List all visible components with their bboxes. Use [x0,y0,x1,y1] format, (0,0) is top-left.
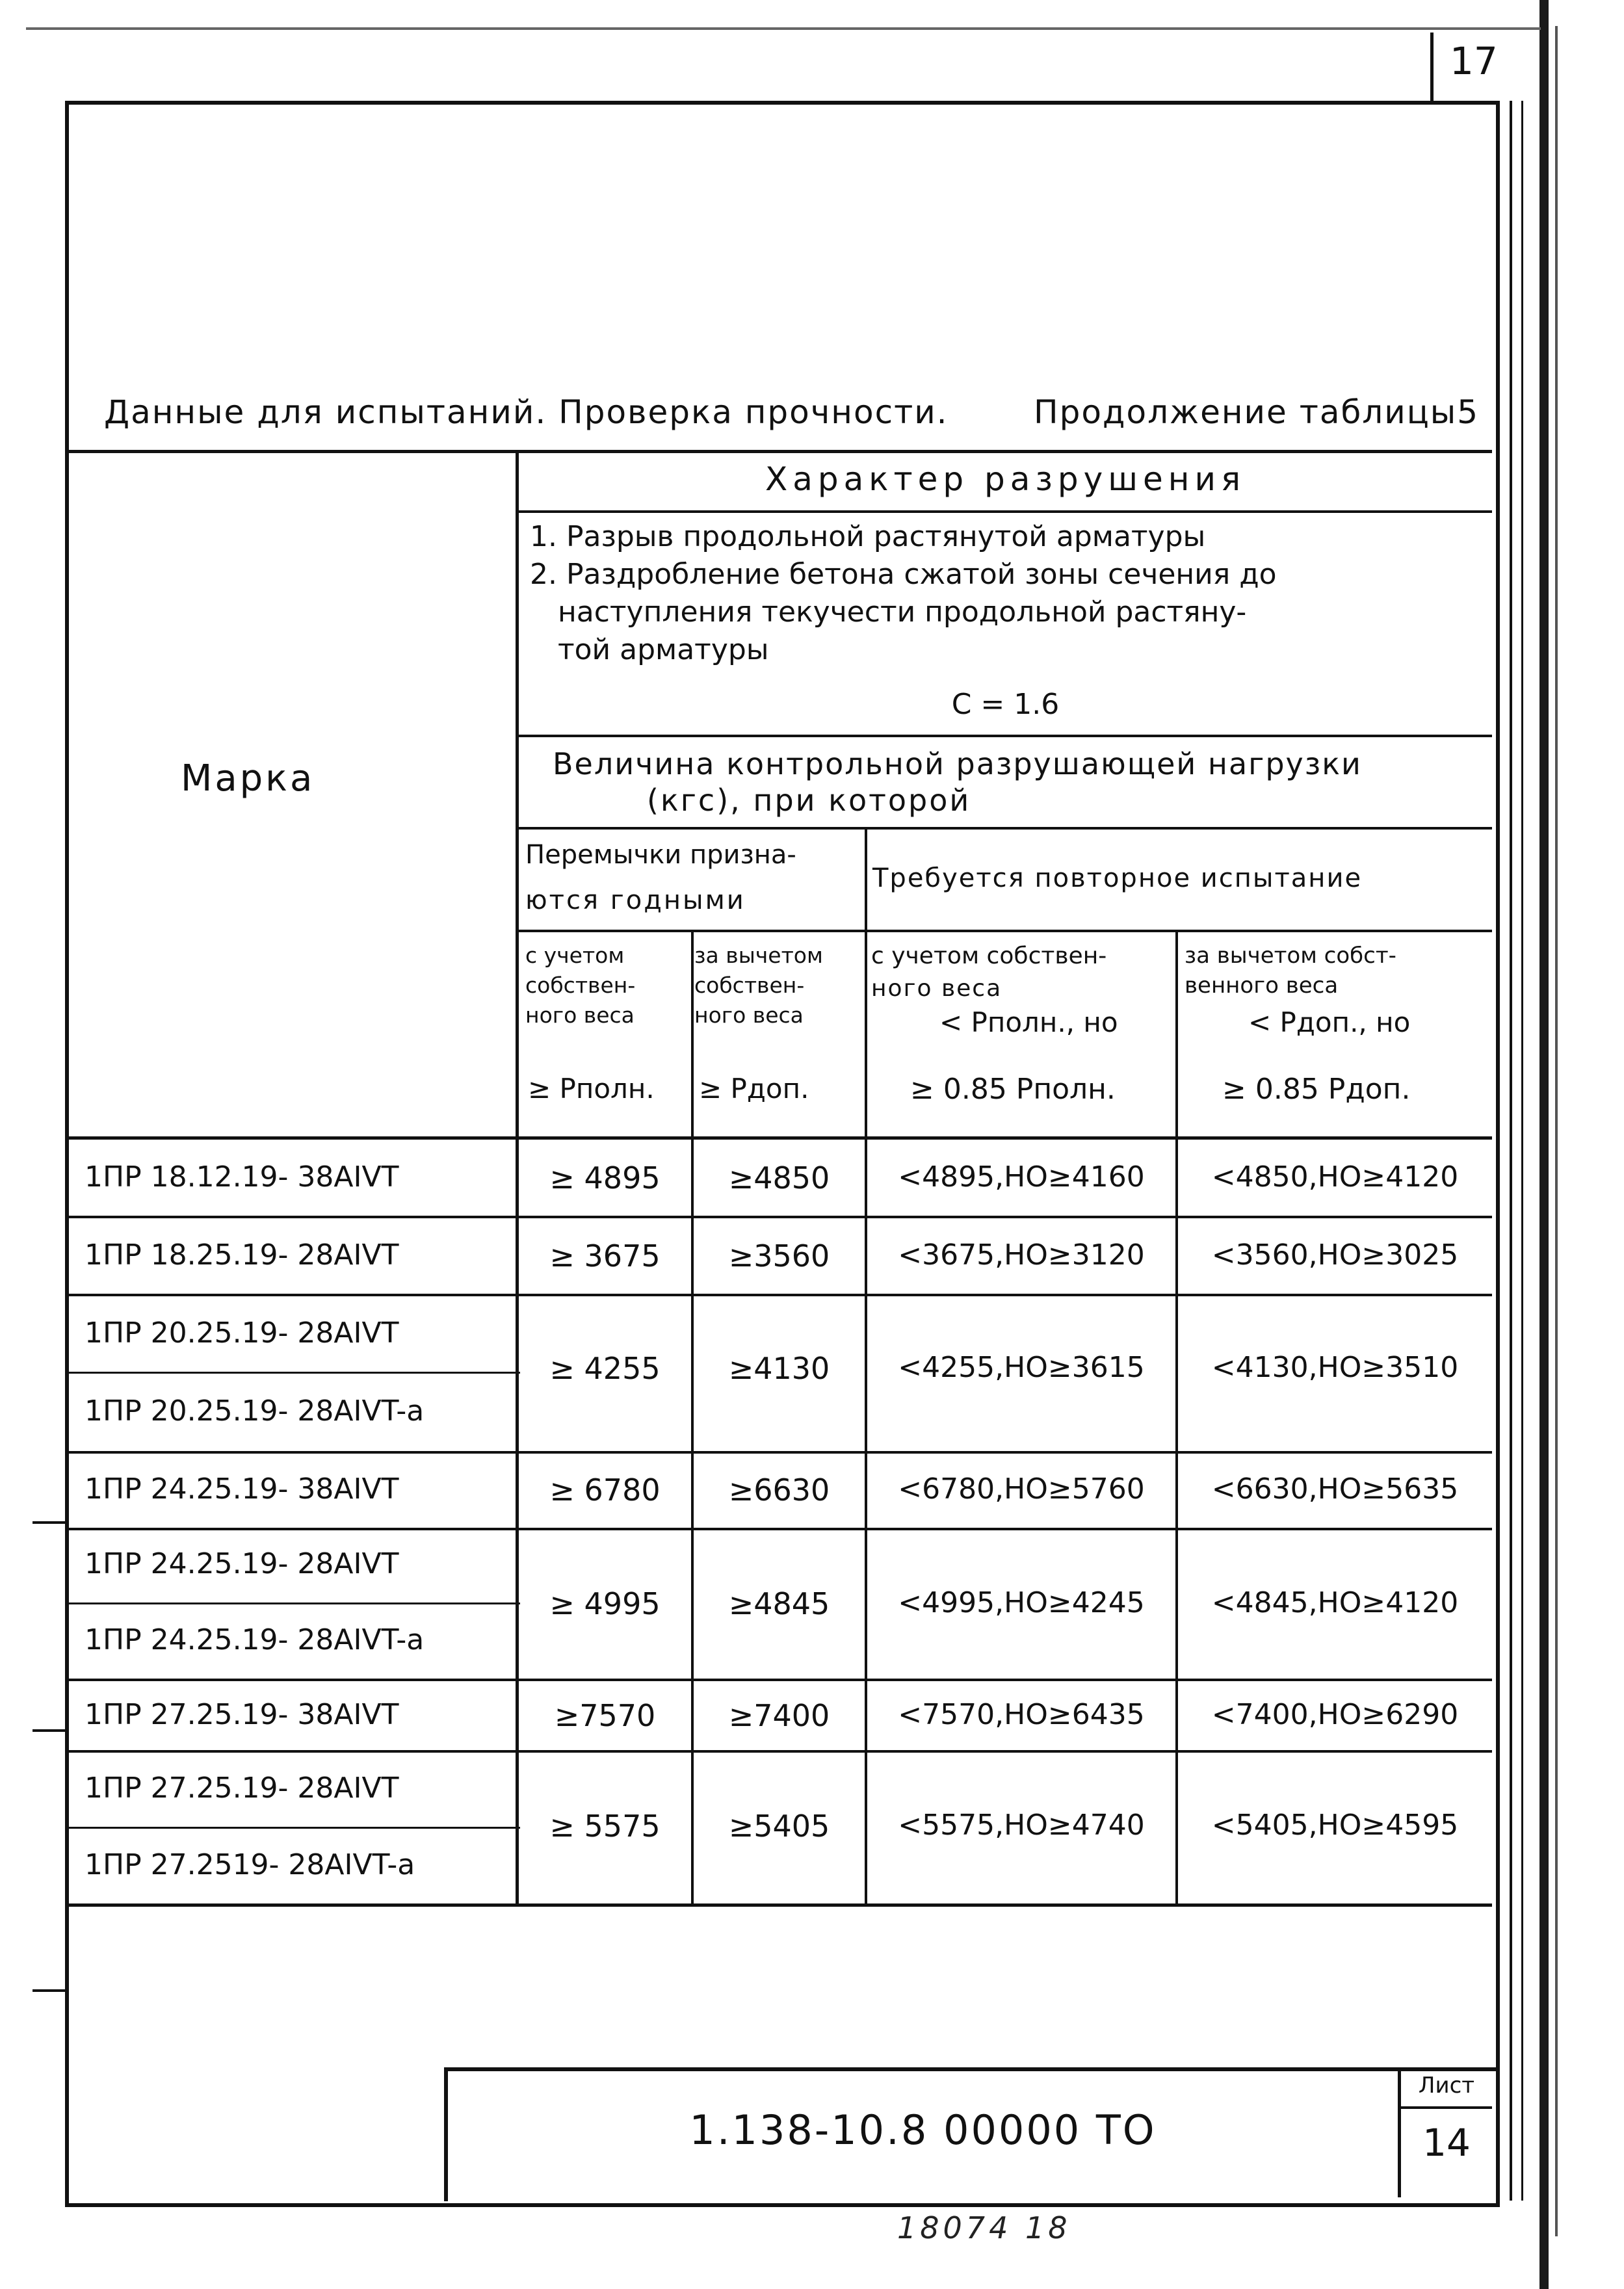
row-line-2 [65,1294,1492,1296]
row-6-mark: 1ПР 27.25.19- 38AIVT [85,1698,399,1731]
header-load-b: (кгс), при которой [647,783,971,818]
row-4-retest-net: <6630,НО≥5635 [1211,1472,1459,1506]
row-7-net: ≥5405 [728,1809,830,1844]
header-failure-2a: 2. Раздробление бетона сжатой зоны сечения до [530,558,1277,591]
row-7-retest-net: <5405,НО≥4595 [1211,1809,1459,1842]
header-col2-c: ного веса [694,1002,804,1028]
row-line-1 [65,1216,1492,1218]
header-col3-a: с учетом собствен- [871,943,1107,969]
row-7-retest-full: <5575,НО≥4740 [898,1809,1145,1842]
header-marka: Марка [181,757,315,800]
row-4-retest-full: <6780,НО≥5760 [898,1472,1145,1506]
page-number-box-left [1430,33,1434,104]
row-1-full: ≥ 4895 [549,1160,661,1196]
binding-mark-1 [33,1521,65,1524]
row-5-retest-net: <4845,НО≥4120 [1211,1586,1459,1619]
row-2-mark: 1ПР 18.25.19- 28AIVT [85,1238,399,1272]
row-5-retest-full: <4995,НО≥4245 [898,1586,1145,1619]
header-col4-c: < Pдоп., но [1248,1006,1411,1038]
binding-mark-2 [33,1729,65,1732]
row-4-mark: 1ПР 24.25.19- 38AIVT [85,1472,399,1506]
row-1-retest-full: <4895,НО≥4160 [898,1160,1145,1194]
row-line-6 [65,1750,1492,1753]
header-retest: Требуется повторное испытание [872,863,1363,893]
header-col4-formula: ≥ 0.85 Pдоп. [1222,1073,1411,1106]
row-3-net: ≥4130 [728,1351,830,1386]
row-line-5 [65,1679,1492,1681]
row-7-mark-b: 1ПР 27.2519- 28AIVT-a [85,1848,415,1881]
header-accepted-b: ются годными [525,885,746,915]
header-col2-a: за вычетом [694,943,823,968]
row-3-mark-a: 1ПР 20.25.19- 28AIVT [85,1316,399,1350]
row-2-net: ≥3560 [728,1238,830,1274]
header-line-character [516,510,1492,513]
header-coefficient: С = 1.6 [951,688,1060,721]
header-col1-b: собствен- [525,973,636,998]
row-6-net: ≥7400 [728,1698,830,1733]
row-2-retest-net: <3560,НО≥3025 [1211,1238,1459,1272]
header-failure-2c: той арматуры [558,633,769,666]
frame-inner-right-2 [1521,101,1523,2201]
row-5-full: ≥ 4995 [549,1586,661,1621]
header-line-load [516,827,1492,830]
row-line-4 [65,1528,1492,1530]
row-1-net: ≥4850 [728,1160,830,1196]
header-col1-a: с учетом [525,943,625,968]
scan-edge-right [1539,0,1549,2289]
row-1-retest-net: <4850,НО≥4120 [1211,1160,1459,1194]
header-col1-formula: ≥ Pполн. [528,1073,655,1105]
header-failure-1: 1. Разрыв продольной растянутой арматуры [530,520,1206,553]
header-col3-c: < Pполн., но [939,1006,1118,1038]
header-line-coef [516,735,1492,737]
header-col4-a: за вычетом собст- [1185,943,1396,969]
header-character: Характер разрушения [765,460,1246,498]
row-3-full: ≥ 4255 [549,1351,661,1386]
row-5-mark-b: 1ПР 24.25.19- 28AIVT-a [85,1623,425,1656]
row-1-mark: 1ПР 18.12.19- 38AIVT [85,1160,399,1194]
row-line-3-sub [65,1372,520,1374]
page-number: 17 [1450,39,1498,83]
table-bottom-line [65,1903,1492,1907]
header-col3-b: ного веса [871,975,1002,1002]
header-line-accepted [516,930,1492,932]
header-col2-b: собствен- [694,973,805,998]
table-top-line [65,450,1492,453]
stamp-sheet-label-line [1398,2106,1492,2109]
row-4-net: ≥6630 [728,1472,830,1508]
table-title: Данные для испытаний. Проверка прочности. [104,393,949,431]
header-col1-c: ного веса [525,1002,635,1028]
row-line-5-sub [65,1602,520,1604]
header-col2-formula: ≥ Pдоп. [699,1073,809,1105]
table-continuation: Продолжение таблицы5 [1034,393,1480,431]
stamp-doc-code: 1.138-10.8 00000 ТО [689,2106,1157,2154]
row-6-retest-net: <7400,НО≥6290 [1211,1698,1459,1731]
header-accepted-a: Перемычки призна- [525,840,796,870]
row-7-full: ≥ 5575 [549,1809,661,1844]
row-3-retest-full: <4255,НО≥3615 [898,1351,1145,1384]
row-line-3 [65,1451,1492,1454]
scan-edge-right-2 [1555,26,1558,2236]
row-6-retest-full: <7570,НО≥6435 [898,1698,1145,1731]
header-col3-formula: ≥ 0.85 Pполн. [910,1073,1116,1106]
row-7-mark-a: 1ПР 27.25.19- 28AIVT [85,1772,399,1805]
header-load-a: Величина контрольной разрушающей нагрузки [553,746,1362,781]
row-5-net: ≥4845 [728,1586,830,1621]
row-3-mark-b: 1ПР 20.25.19- 28AIVT-a [85,1394,425,1428]
row-2-full: ≥ 3675 [549,1238,661,1274]
top-border-line [26,27,1541,30]
header-bottom-line [65,1136,1492,1140]
header-col4-b: венного веса [1185,973,1339,999]
row-3-retest-net: <4130,НО≥3510 [1211,1351,1459,1384]
col-line-4 [1175,931,1178,1906]
footer-number: 18074 18 [897,2210,1071,2245]
row-line-7-sub [65,1827,520,1829]
row-5-mark-a: 1ПР 24.25.19- 28AIVT [85,1547,399,1580]
row-6-full: ≥7570 [554,1698,656,1733]
header-failure-2b: наступления текучести продольной растяну- [558,595,1247,629]
row-2-retest-full: <3675,НО≥3120 [898,1238,1145,1272]
binding-mark-3 [33,1989,65,1992]
stamp-sheet-label: Лист [1418,2073,1475,2099]
row-4-full: ≥ 6780 [549,1472,661,1508]
col-line-2 [691,931,694,1906]
stamp-sheet-number: 14 [1422,2121,1471,2165]
frame-inner-right [1510,101,1512,2201]
